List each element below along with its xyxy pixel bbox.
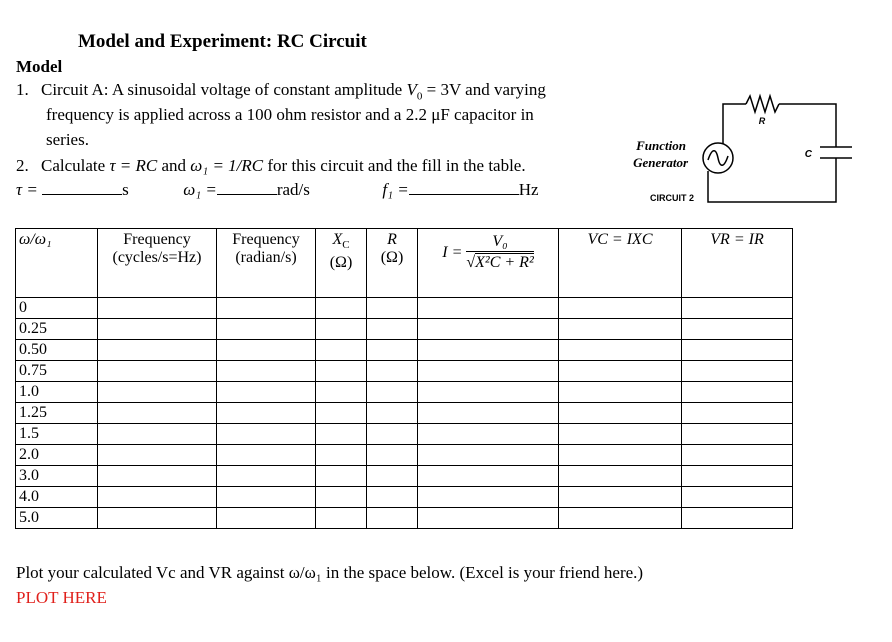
table-input-cell[interactable]: [98, 403, 217, 424]
table-input-cell[interactable]: [367, 298, 418, 319]
table-input-cell[interactable]: [559, 382, 682, 403]
current-denominator: √X²C + R²: [466, 254, 534, 271]
generator-label-1: Function: [636, 138, 686, 153]
item1-text-a: Circuit A: A sinusoidal voltage of constant amplitude: [41, 80, 407, 99]
row-ratio-cell: 0.25: [16, 319, 98, 340]
table-input-cell[interactable]: [559, 424, 682, 445]
row-ratio-cell: 1.0: [16, 382, 98, 403]
current-lhs: I =: [442, 243, 463, 261]
table-input-cell[interactable]: [682, 403, 793, 424]
table-input-cell[interactable]: [559, 508, 682, 529]
row-ratio-cell: 0: [16, 298, 98, 319]
row-ratio-cell: 1.5: [16, 424, 98, 445]
table-input-cell[interactable]: [559, 361, 682, 382]
row-ratio-cell: 3.0: [16, 466, 98, 487]
table-input-cell[interactable]: [559, 445, 682, 466]
table-input-cell[interactable]: [367, 445, 418, 466]
item2-pre: Calculate: [41, 156, 110, 175]
table-input-cell[interactable]: [682, 466, 793, 487]
table-input-cell[interactable]: [418, 382, 559, 403]
table-input-cell[interactable]: [316, 382, 367, 403]
table-input-cell[interactable]: [418, 487, 559, 508]
model-heading: Model: [16, 57, 63, 76]
circuit-caption: CIRCUIT 2: [650, 193, 695, 203]
f-unit: Hz: [518, 180, 539, 199]
table-input-cell[interactable]: [98, 382, 217, 403]
f-blank[interactable]: [409, 180, 519, 195]
resistor-symbol: [746, 96, 779, 112]
table-input-cell[interactable]: [217, 403, 316, 424]
row-ratio-cell: 4.0: [16, 487, 98, 508]
table-input-cell[interactable]: [682, 382, 793, 403]
current-numerator: V₀: [466, 233, 533, 252]
header-ratio: ω/ω₁: [16, 229, 98, 298]
table-input-cell[interactable]: [316, 487, 367, 508]
table-input-cell[interactable]: [682, 445, 793, 466]
table-row: [16, 403, 793, 424]
tau-unit: s: [122, 180, 129, 199]
table-input-cell[interactable]: [367, 361, 418, 382]
table-input-cell[interactable]: [316, 466, 367, 487]
table-input-cell[interactable]: [367, 508, 418, 529]
item1-number: 1.: [16, 80, 29, 99]
table-header-row: [16, 229, 793, 298]
table-row: [16, 424, 793, 445]
table-row: [16, 340, 793, 361]
table-row: [16, 361, 793, 382]
table-row: [16, 466, 793, 487]
table-input-cell[interactable]: [98, 298, 217, 319]
item1-v0: V: [406, 80, 417, 99]
table-input-cell[interactable]: [98, 487, 217, 508]
table-input-cell[interactable]: [217, 382, 316, 403]
item2-mid: and: [157, 156, 191, 175]
table-input-cell[interactable]: [418, 424, 559, 445]
table-input-cell[interactable]: [367, 487, 418, 508]
item2-number: 2.: [16, 156, 29, 175]
header-vr: VR = IR: [682, 229, 793, 298]
resistor-label: R: [758, 116, 766, 126]
table-input-cell[interactable]: [682, 319, 793, 340]
header-r: R (Ω): [367, 229, 418, 298]
table-input-cell[interactable]: [418, 361, 559, 382]
table-input-cell[interactable]: [217, 487, 316, 508]
table-input-cell[interactable]: [418, 403, 559, 424]
plot-instruction: Plot your calculated Vc and VR against ω/ω₁ in the space below. (Excel is your friend here.): [16, 563, 644, 582]
item1-line2: frequency is applied across a 100 ohm resistor and a 2.2 μF capacitor in: [46, 105, 534, 124]
wire-top-right: [779, 104, 836, 147]
data-table: [15, 228, 793, 529]
table-row: [16, 298, 793, 319]
omega-label: ω₁ =: [183, 180, 217, 199]
table-input-cell[interactable]: [367, 319, 418, 340]
table-input-cell[interactable]: [316, 403, 367, 424]
table-input-cell[interactable]: [559, 403, 682, 424]
item1-line1: [16, 80, 546, 102]
item2-tau-eq: τ = RC: [109, 156, 158, 175]
table-input-cell[interactable]: [98, 508, 217, 529]
table-input-cell[interactable]: [559, 340, 682, 361]
table-input-cell[interactable]: [367, 403, 418, 424]
table-input-cell[interactable]: [367, 466, 418, 487]
table-input-cell[interactable]: [682, 508, 793, 529]
table-input-cell[interactable]: [217, 361, 316, 382]
table-input-cell[interactable]: [682, 487, 793, 508]
table-input-cell[interactable]: [418, 319, 559, 340]
table-input-cell[interactable]: [316, 508, 367, 529]
item1-line3: series.: [46, 130, 89, 149]
header-xc: $X_C$ (Ω): [316, 229, 367, 298]
table-input-cell[interactable]: [559, 298, 682, 319]
table-input-cell[interactable]: [316, 424, 367, 445]
f-label: f₁ =: [382, 180, 409, 199]
table-input-cell[interactable]: [217, 424, 316, 445]
item1-text-b: = 3V and varying: [422, 80, 546, 99]
table-row: [16, 319, 793, 340]
table-input-cell[interactable]: [98, 361, 217, 382]
circuit-diagram: [612, 92, 878, 214]
table-input-cell[interactable]: [217, 508, 316, 529]
header-freq-rad: Frequency (radian/s): [217, 229, 316, 298]
header-current: [418, 229, 559, 298]
table-input-cell[interactable]: [98, 466, 217, 487]
table-input-cell[interactable]: [682, 424, 793, 445]
row-ratio-cell: 1.25: [16, 403, 98, 424]
table-input-cell[interactable]: [316, 298, 367, 319]
table-input-cell[interactable]: [217, 340, 316, 361]
row-ratio-cell: 2.0: [16, 445, 98, 466]
table-input-cell[interactable]: [316, 361, 367, 382]
table-input-cell[interactable]: [316, 319, 367, 340]
table-input-cell[interactable]: [418, 508, 559, 529]
table-input-cell[interactable]: [559, 487, 682, 508]
table-input-cell[interactable]: [559, 319, 682, 340]
table-input-cell[interactable]: [217, 466, 316, 487]
table-input-cell[interactable]: [682, 340, 793, 361]
table-row: [16, 445, 793, 466]
table-input-cell[interactable]: [316, 445, 367, 466]
wire-top-left: [723, 104, 746, 145]
row-ratio-cell: 5.0: [16, 508, 98, 529]
row-ratio-cell: 0.50: [16, 340, 98, 361]
table-input-cell[interactable]: [418, 445, 559, 466]
table-input-cell[interactable]: [367, 340, 418, 361]
table-input-cell[interactable]: [217, 445, 316, 466]
table-input-cell[interactable]: [98, 340, 217, 361]
header-vc: VC = IXC: [559, 229, 682, 298]
table-input-cell[interactable]: [682, 361, 793, 382]
table-input-cell[interactable]: [217, 298, 316, 319]
table-input-cell[interactable]: [418, 298, 559, 319]
generator-label-2: Generator: [633, 155, 688, 170]
plot-here-label: PLOT HERE: [16, 588, 107, 607]
table-input-cell[interactable]: [98, 445, 217, 466]
table-input-cell[interactable]: [316, 340, 367, 361]
table-row: [16, 382, 793, 403]
table-input-cell[interactable]: [418, 466, 559, 487]
table-input-cell[interactable]: [98, 319, 217, 340]
table-row: [16, 508, 793, 529]
answer-line: [16, 180, 539, 200]
capacitor-label: C: [804, 149, 812, 160]
item1-v0-sub: 0: [416, 90, 423, 103]
table-input-cell[interactable]: [367, 424, 418, 445]
item2-post: for this circuit and the fill in the table.: [263, 156, 526, 175]
table-row: [16, 487, 793, 508]
omega-blank[interactable]: [217, 180, 277, 195]
table-input-cell[interactable]: [559, 466, 682, 487]
table-input-cell[interactable]: [367, 382, 418, 403]
document-title: Model and Experiment: RC Circuit: [78, 31, 367, 52]
table-input-cell[interactable]: [98, 424, 217, 445]
table-input-cell[interactable]: [418, 340, 559, 361]
omega-unit: rad/s: [276, 180, 310, 199]
header-freq-hz: Frequency (cycles/s=Hz): [98, 229, 217, 298]
tau-blank[interactable]: [42, 180, 122, 195]
row-ratio-cell: 0.75: [16, 361, 98, 382]
item2-omega-eq: ω₁ = 1/RC: [190, 156, 264, 175]
table-input-cell[interactable]: [217, 319, 316, 340]
item2-line: [16, 156, 526, 176]
table-input-cell[interactable]: [682, 298, 793, 319]
tau-label: τ =: [16, 180, 38, 199]
